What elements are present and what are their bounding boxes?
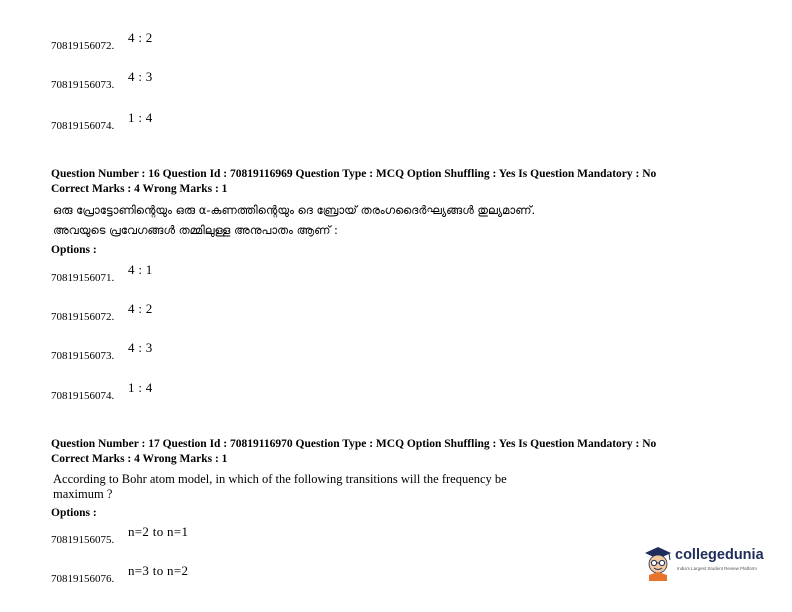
option-value: n=2 to n=1 — [128, 524, 189, 539]
brand-tagline: India's Largest Student Review Platform — [677, 566, 757, 571]
option-value: 4 : 2 — [128, 30, 153, 45]
option-item — [51, 69, 351, 91]
option-id: 70819156074. — [51, 390, 115, 402]
option-item — [51, 30, 351, 52]
option-value: 1 : 4 — [128, 380, 153, 395]
option-id: 70819156075. — [51, 534, 115, 546]
option-item — [51, 524, 351, 546]
option-value: n=3 to n=2 — [128, 563, 189, 578]
question-text: അവയുടെ പ്രവേഗങ്ങൾ തമ്മിലുള്ള അനുപാതം ആണ് : — [53, 223, 338, 237]
options-label: Options : — [51, 244, 97, 256]
option-id: 70819156076. — [51, 573, 115, 585]
question-marks: Correct Marks : 4 Wrong Marks : 1 — [51, 183, 228, 195]
option-item — [51, 110, 351, 132]
option-id: 70819156072. — [51, 311, 115, 323]
option-id: 70819156073. — [51, 79, 115, 91]
option-id: 70819156071. — [51, 272, 115, 284]
option-id: 70819156074. — [51, 120, 115, 132]
question-text: maximum ? — [53, 487, 113, 501]
option-id: 70819156073. — [51, 350, 115, 362]
question-header: Question Number : 17 Question Id : 70819116970 Question Type : MCQ Option Shuffling : Yes Is Question Mandatory : No — [51, 438, 657, 450]
option-value: 1 : 4 — [128, 110, 153, 125]
question-marks: Correct Marks : 4 Wrong Marks : 1 — [51, 453, 228, 465]
question-header: Question Number : 16 Question Id : 70819116969 Question Type : MCQ Option Shuffling : Yes Is Question Mandatory : No — [51, 168, 657, 180]
option-id: 70819156072. — [51, 40, 115, 52]
option-item — [51, 262, 351, 284]
student-mascot-icon — [643, 545, 673, 581]
option-item — [51, 563, 351, 585]
question-text: ഒരു പ്രോട്ടോണിന്റെയും ഒരു α-കണത്തിന്റെയും ദെ ബ്രോയ് തരംഗദൈർഘ്യങ്ങൾ തുല്യമാണ്. — [53, 203, 536, 217]
option-item — [51, 340, 351, 362]
option-item — [51, 380, 351, 402]
option-value: 4 : 3 — [128, 340, 153, 355]
brand-name: collegedunia — [675, 547, 764, 563]
collegedunia-logo — [643, 543, 773, 583]
options-label: Options : — [51, 507, 97, 519]
option-value: 4 : 3 — [128, 69, 153, 84]
option-value: 4 : 1 — [128, 262, 153, 277]
option-value: 4 : 2 — [128, 301, 153, 316]
question-text: According to Bohr atom model, in which of the following transitions will the frequency be — [53, 472, 507, 486]
option-item — [51, 301, 351, 323]
